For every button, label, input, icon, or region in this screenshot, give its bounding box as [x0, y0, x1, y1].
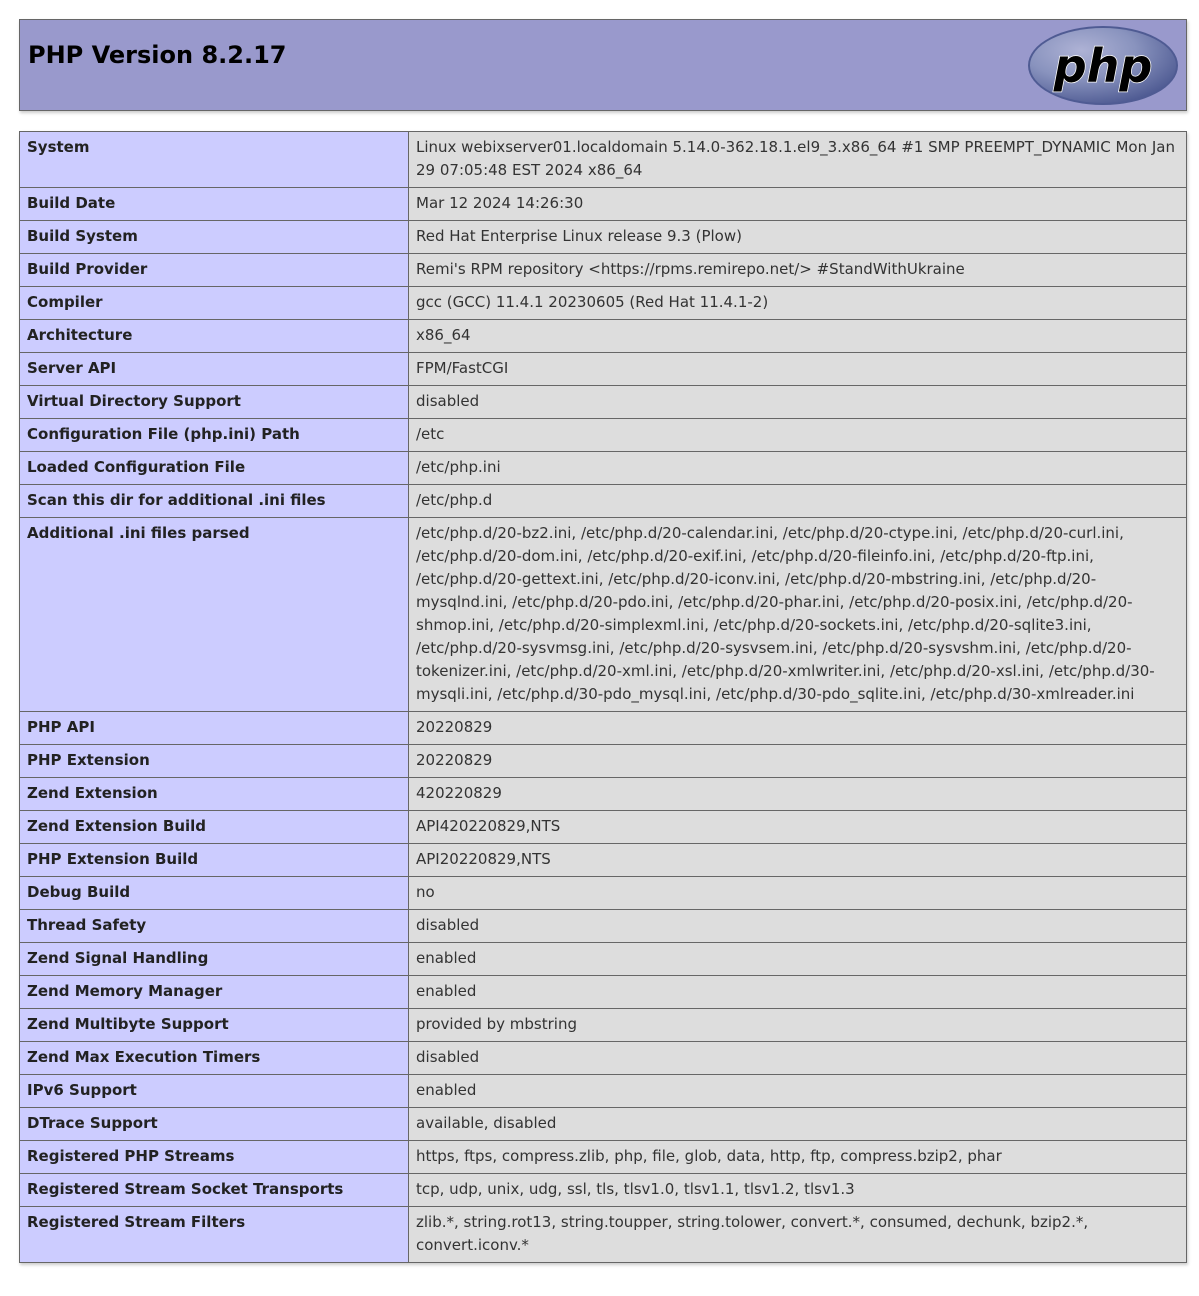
table-row	[20, 1009, 1187, 1042]
row-label: Debug Build	[20, 877, 409, 910]
row-label: Zend Max Execution Timers	[20, 1042, 409, 1075]
row-value: enabled	[409, 943, 1187, 976]
table-row	[20, 976, 1187, 1009]
row-label: Thread Safety	[20, 910, 409, 943]
row-value: /etc	[409, 419, 1187, 452]
row-value: x86_64	[409, 320, 1187, 353]
row-value: /etc/php.d	[409, 485, 1187, 518]
row-label: Zend Extension Build	[20, 811, 409, 844]
php-version-header	[19, 19, 1187, 111]
table-row	[20, 778, 1187, 811]
row-label: Zend Multibyte Support	[20, 1009, 409, 1042]
row-label: Registered Stream Socket Transports	[20, 1174, 409, 1207]
table-row	[20, 320, 1187, 353]
row-value: gcc (GCC) 11.4.1 20230605 (Red Hat 11.4.1-2)	[409, 287, 1187, 320]
row-value: disabled	[409, 386, 1187, 419]
table-row	[20, 353, 1187, 386]
table-row	[20, 1141, 1187, 1174]
row-value: disabled	[409, 910, 1187, 943]
table-row	[20, 132, 1187, 188]
row-label: Registered PHP Streams	[20, 1141, 409, 1174]
table-row	[20, 386, 1187, 419]
row-value: Mar 12 2024 14:26:30	[409, 188, 1187, 221]
table-row	[20, 844, 1187, 877]
table-row	[20, 877, 1187, 910]
row-value: 20220829	[409, 712, 1187, 745]
table-row	[20, 712, 1187, 745]
row-label: IPv6 Support	[20, 1075, 409, 1108]
row-label: Server API	[20, 353, 409, 386]
table-row	[20, 518, 1187, 712]
table-row	[20, 221, 1187, 254]
php-info-table	[19, 131, 1187, 1263]
table-row	[20, 1108, 1187, 1141]
table-row	[20, 745, 1187, 778]
row-value: API420220829,NTS	[409, 811, 1187, 844]
row-value: /etc/php.d/20-bz2.ini, /etc/php.d/20-calendar.ini, /etc/php.d/20-ctype.ini, /etc/php.d/20-curl.ini, /etc/php.d/20-dom.ini, /etc/php.d/20-exif.ini, /etc/php.d/20-fileinfo.ini, /etc/php.d/20-ftp.ini, /etc/php.d/20-gettext.ini, /etc/php.d/20-iconv.ini, /etc/php.d/20-mbstring.ini, /etc/php.d/20-mysqlnd.ini, /etc/php.d/20-pdo.ini, /etc/php.d/20-phar.ini, /etc/php.d/20-posix.ini, /etc/php.d/20-shmop.ini, /etc/php.d/20-simplexml.ini, /etc/php.d/20-sockets.ini, /etc/php.d/20-sqlite3.ini, /etc/php.d/20-sysvmsg.ini, /etc/php.d/20-sysvsem.ini, /etc/php.d/20-sysvshm.ini, /etc/php.d/20-tokenizer.ini, /etc/php.d/20-xml.ini, /etc/php.d/20-xmlwriter.ini, /etc/php.d/20-xsl.ini, /etc/php.d/30-mysqli.ini, /etc/php.d/30-pdo_mysql.ini, /etc/php.d/30-pdo_sqlite.ini, /etc/php.d/30-xmlreader.ini	[409, 518, 1187, 712]
row-value: 420220829	[409, 778, 1187, 811]
row-value: no	[409, 877, 1187, 910]
row-label: Build Date	[20, 188, 409, 221]
table-row	[20, 811, 1187, 844]
row-label: Compiler	[20, 287, 409, 320]
table-row	[20, 419, 1187, 452]
row-label: Registered Stream Filters	[20, 1207, 409, 1263]
table-row	[20, 1042, 1187, 1075]
row-value: enabled	[409, 1075, 1187, 1108]
row-value: /etc/php.ini	[409, 452, 1187, 485]
row-label: DTrace Support	[20, 1108, 409, 1141]
row-value: Linux webixserver01.localdomain 5.14.0-362.18.1.el9_3.x86_64 #1 SMP PREEMPT_DYNAMIC Mon Jan 29 07:05:48 EST 2024 x86_64	[409, 132, 1187, 188]
table-row	[20, 485, 1187, 518]
row-label: Virtual Directory Support	[20, 386, 409, 419]
row-value: disabled	[409, 1042, 1187, 1075]
row-label: Additional .ini files parsed	[20, 518, 409, 712]
row-value: 20220829	[409, 745, 1187, 778]
row-label: Build System	[20, 221, 409, 254]
row-label: Loaded Configuration File	[20, 452, 409, 485]
row-label: System	[20, 132, 409, 188]
row-label: Build Provider	[20, 254, 409, 287]
table-row	[20, 910, 1187, 943]
table-row	[20, 452, 1187, 485]
php-logo-text: php	[1053, 39, 1153, 93]
row-value: Remi's RPM repository <https://rpms.remirepo.net/> #StandWithUkraine	[409, 254, 1187, 287]
row-label: Zend Signal Handling	[20, 943, 409, 976]
table-row	[20, 287, 1187, 320]
row-value: available, disabled	[409, 1108, 1187, 1141]
row-value: API20220829,NTS	[409, 844, 1187, 877]
row-value: enabled	[409, 976, 1187, 1009]
table-row	[20, 254, 1187, 287]
row-value: provided by mbstring	[409, 1009, 1187, 1042]
table-row	[20, 1174, 1187, 1207]
row-label: Zend Memory Manager	[20, 976, 409, 1009]
row-label: Scan this dir for additional .ini files	[20, 485, 409, 518]
row-label: PHP API	[20, 712, 409, 745]
row-label: Zend Extension	[20, 778, 409, 811]
phpinfo-page	[19, 19, 1187, 1254]
table-row	[20, 188, 1187, 221]
table-row	[20, 1207, 1187, 1263]
row-value: FPM/FastCGI	[409, 353, 1187, 386]
row-label: Architecture	[20, 320, 409, 353]
row-value: zlib.*, string.rot13, string.toupper, string.tolower, convert.*, consumed, dechunk, bzip2.*, convert.iconv.*	[409, 1207, 1187, 1263]
row-value: Red Hat Enterprise Linux release 9.3 (Plow)	[409, 221, 1187, 254]
row-value: tcp, udp, unix, udg, ssl, tls, tlsv1.0, tlsv1.1, tlsv1.2, tlsv1.3	[409, 1174, 1187, 1207]
page-title: PHP Version 8.2.17	[28, 41, 287, 69]
row-label: Configuration File (php.ini) Path	[20, 419, 409, 452]
row-value: https, ftps, compress.zlib, php, file, glob, data, http, ftp, compress.bzip2, phar	[409, 1141, 1187, 1174]
row-label: PHP Extension	[20, 745, 409, 778]
row-label: PHP Extension Build	[20, 844, 409, 877]
table-row	[20, 943, 1187, 976]
table-row	[20, 1075, 1187, 1108]
php-logo-icon	[1026, 24, 1180, 107]
